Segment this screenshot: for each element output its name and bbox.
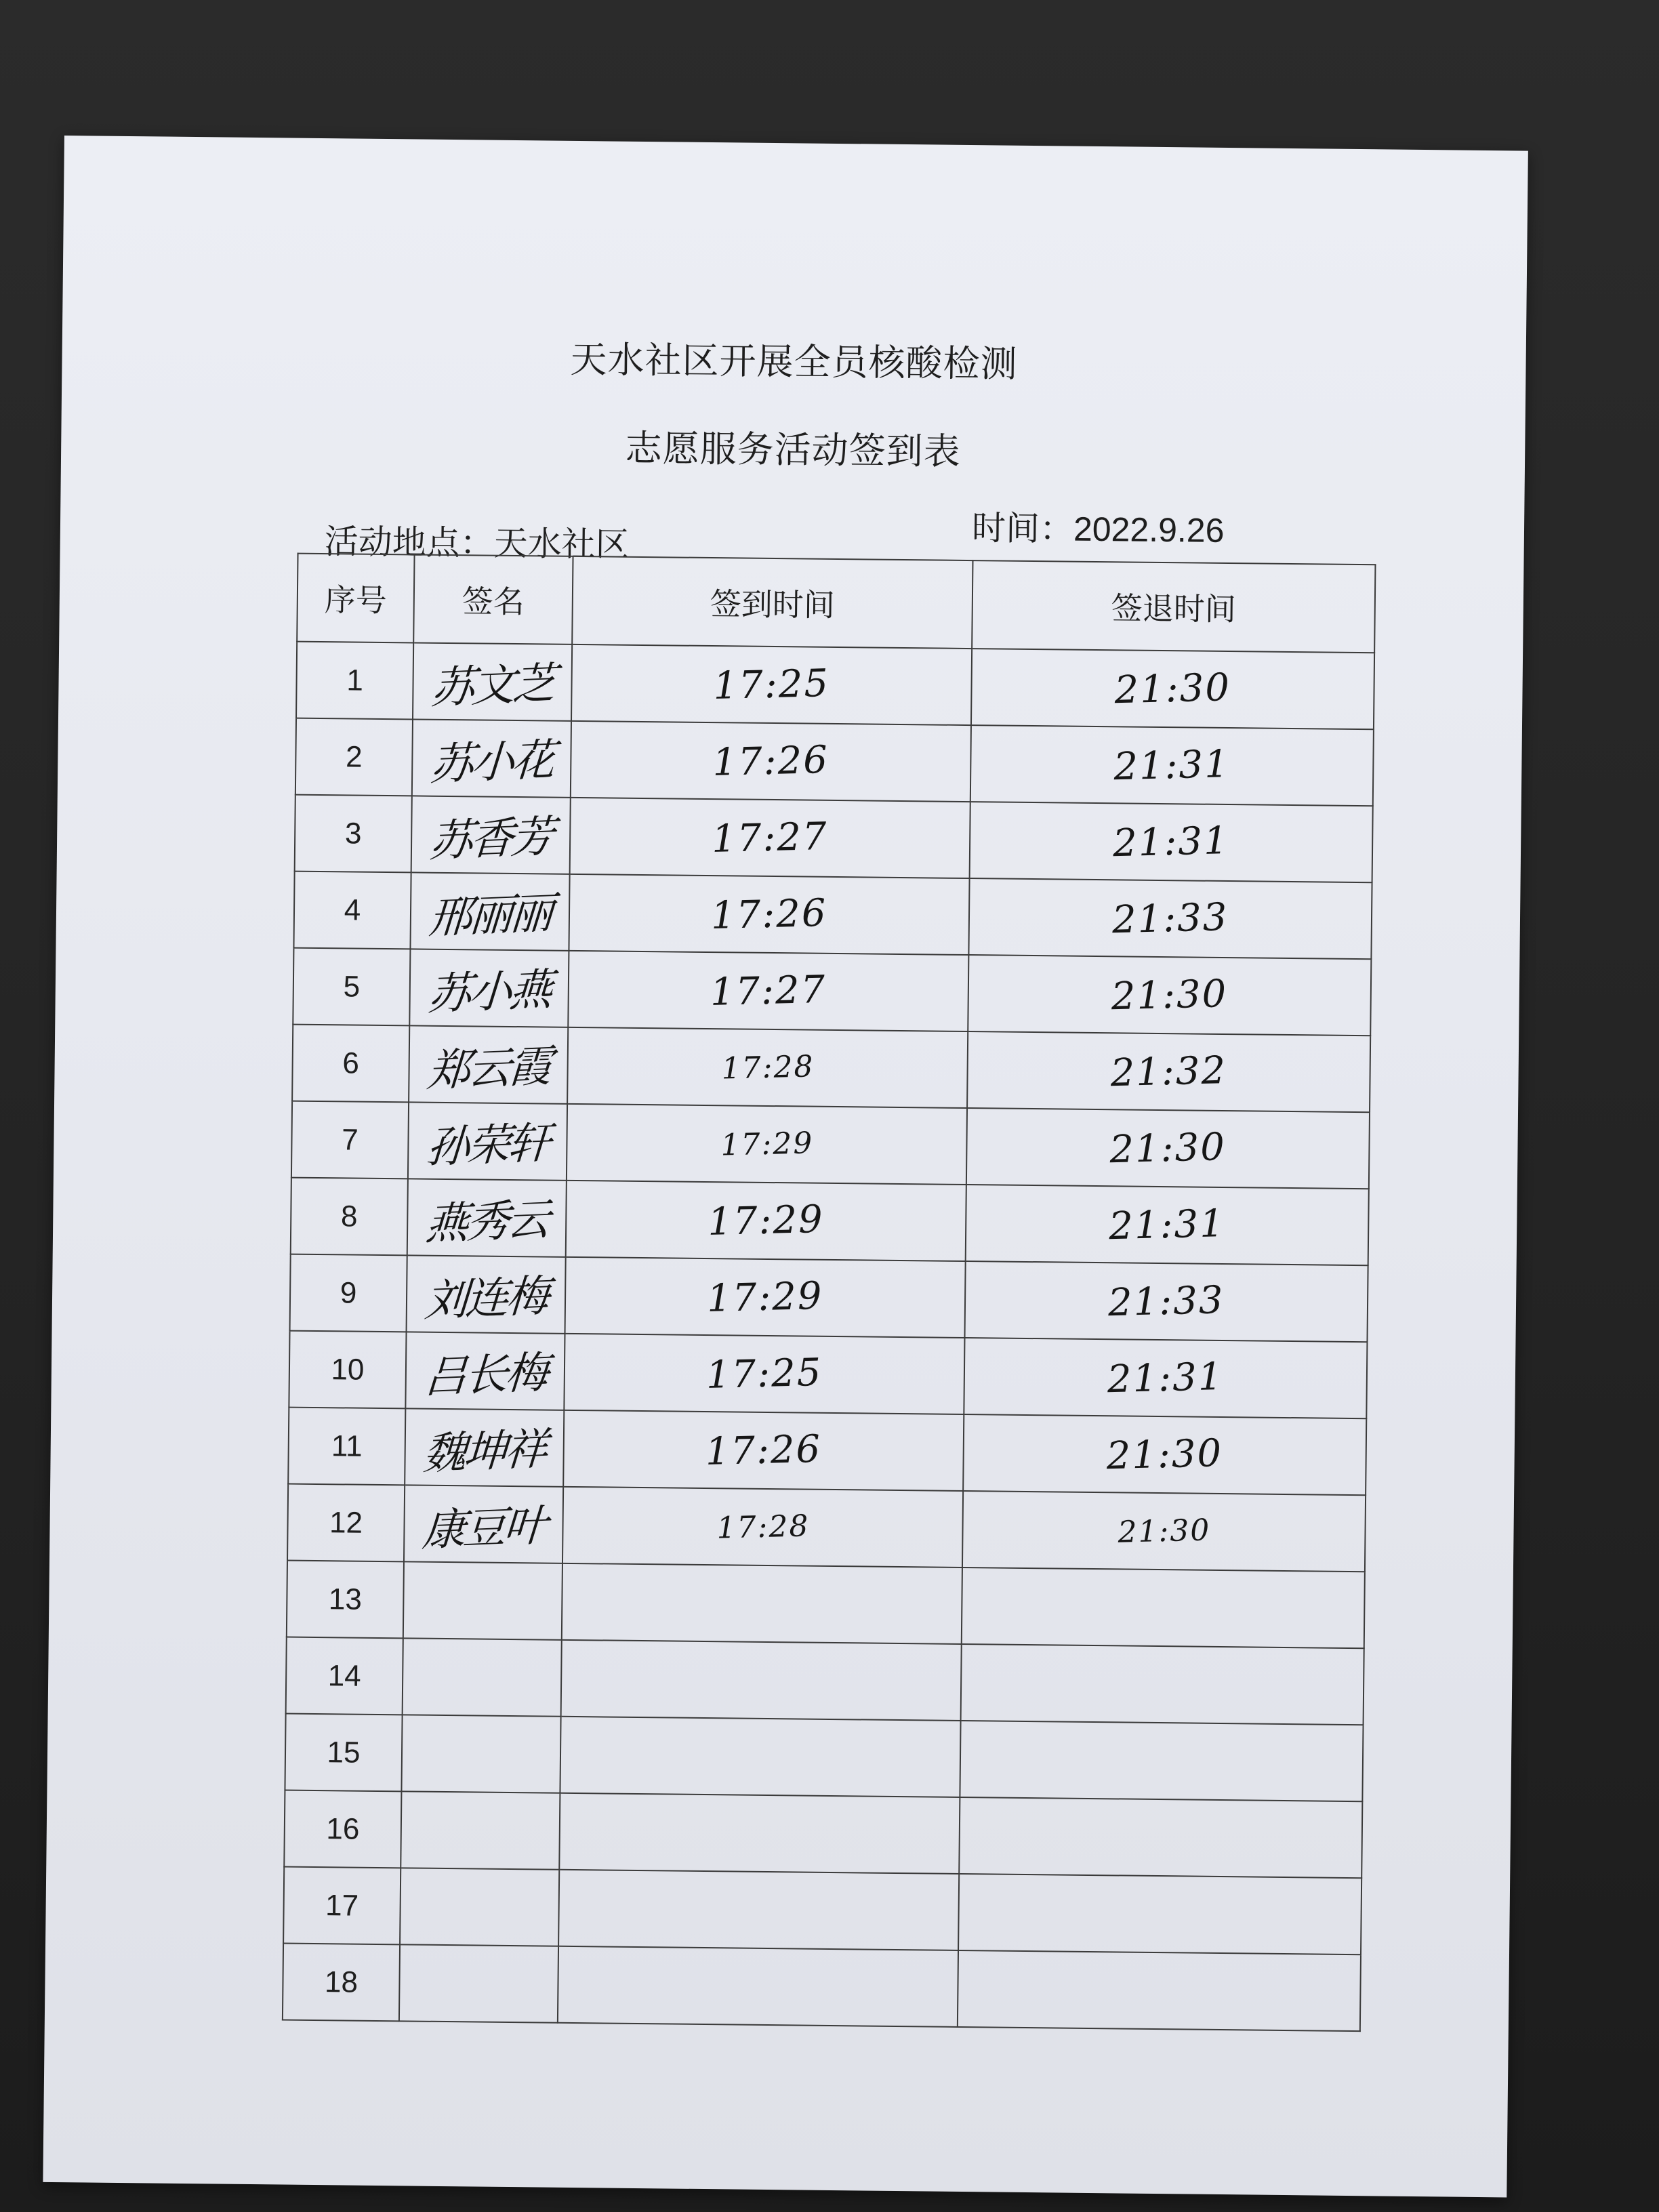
handwritten-signature: 康豆叶 [420,1500,546,1557]
row-number: 7 [291,1101,409,1179]
table-row [287,1484,1366,1572]
sign-out-time-cell [962,1568,1365,1648]
table-row [288,1408,1366,1496]
handwritten-sign-in-time: 17:27 [710,967,827,1015]
handwritten-sign-in-time: 17:26 [705,1427,823,1474]
handwritten-signature: 苏文芝 [429,658,555,714]
row-number: 12 [287,1484,405,1562]
sign-out-time-cell [968,955,1371,1036]
handwritten-sign-out-time: 21:31 [1107,1355,1225,1402]
handwritten-signature: 孙荣轩 [424,1118,550,1174]
handwritten-sign-in-time: 17:25 [713,661,831,709]
row-number: 9 [290,1254,407,1332]
signature-cell [403,1638,562,1716]
sign-out-time-cell [966,1185,1369,1265]
sign-in-sheet [43,136,1528,2197]
signature-cell [412,719,571,797]
table-row [295,795,1373,883]
sign-in-time-cell [567,1104,967,1185]
handwritten-sign-out-time: 21:30 [1111,972,1229,1019]
sign-in-time-cell [563,1410,964,1491]
handwritten-signature: 苏小燕 [426,964,552,1021]
table-row [293,948,1371,1036]
handwritten-signature: 邢丽丽 [427,888,552,944]
sign-in-time-cell [558,1946,958,2027]
handwritten-sign-out-time: 21:30 [1109,1125,1227,1172]
table-row [293,872,1372,960]
sign-out-time-cell [963,1414,1366,1495]
document-title: 天水社区开展全员核酸检测 [570,339,1018,385]
sign-out-time-cell [970,802,1373,882]
sign-in-time-cell [567,1027,968,1108]
signature-cell [409,1025,568,1103]
sign-out-time-cell [967,1031,1370,1112]
sign-out-time-cell [971,649,1374,729]
handwritten-sign-in-time: 17:28 [716,1509,810,1546]
handwritten-signature: 苏小花 [428,735,554,791]
row-number: 2 [295,718,413,796]
row-number: 18 [283,1944,400,2022]
handwritten-sign-out-time: 21:31 [1108,1202,1226,1249]
header-number: 序号 [297,554,414,643]
table-row [291,1101,1370,1189]
signature-cell [405,1332,565,1410]
table-row [291,1178,1369,1266]
table-row [296,642,1374,730]
row-number: 11 [288,1408,405,1486]
handwritten-sign-out-time: 21:32 [1110,1048,1228,1096]
table-row [286,1637,1364,1725]
row-number: 17 [283,1867,401,1945]
handwritten-sign-out-time: 21:30 [1117,1513,1211,1550]
signature-cell [411,796,571,874]
row-number: 16 [284,1790,401,1868]
row-number: 13 [287,1561,404,1639]
sign-in-time-cell [569,874,969,955]
header-signature: 签名 [413,554,573,644]
table-row [284,1790,1362,1879]
sign-in-time-cell [570,798,970,878]
sign-out-time-cell [961,1644,1364,1725]
document-subtitle: 志愿服务活动签到表 [625,428,961,472]
handwritten-sign-in-time: 17:26 [710,890,828,939]
signature-cell [413,642,572,720]
row-number: 3 [295,795,412,873]
signature-cell [405,1408,564,1486]
sign-out-time-cell [960,1721,1363,1801]
handwritten-signature: 魏坤祥 [422,1424,547,1480]
activity-location: 活动地点：天水社区 [324,523,630,564]
sign-in-time-cell [571,644,972,725]
table-row [287,1561,1365,1649]
row-number: 4 [293,872,411,949]
sign-in-time-cell [564,1334,964,1414]
row-number: 10 [289,1331,406,1409]
signature-cell [404,1485,563,1563]
sign-in-time-cell [565,1257,966,1338]
sign-out-time-cell [958,1950,1361,2031]
sign-out-time-cell [958,1874,1361,1954]
sign-in-time-cell [560,1717,960,1797]
activity-date: 时间：2022.9.26 [971,509,1225,550]
signature-cell [400,1868,559,1946]
handwritten-sign-in-time: 17:25 [705,1350,823,1398]
signature-cell [407,1255,566,1333]
sign-in-time-cell [566,1181,966,1261]
handwritten-sign-out-time: 21:33 [1107,1278,1225,1326]
table-body [283,642,1374,2032]
signature-cell [407,1179,567,1256]
sign-in-time-cell [558,1870,959,1950]
signature-cell [410,872,569,950]
row-number: 8 [291,1178,408,1256]
sign-out-time-cell [959,1797,1362,1878]
handwritten-signature: 刘连梅 [423,1271,549,1327]
sign-in-time-cell [562,1487,963,1568]
table-row [283,1867,1361,1955]
handwritten-sign-out-time: 21:30 [1106,1431,1224,1479]
handwritten-sign-in-time: 17:26 [712,737,830,785]
header-sign-out-time: 签退时间 [972,560,1375,653]
signature-cell [399,1944,558,2022]
signature-cell [408,1102,567,1180]
signature-cell [401,1791,560,1869]
table-row [292,1025,1370,1113]
sign-out-time-cell [968,878,1372,959]
handwritten-sign-out-time: 21:31 [1112,819,1230,866]
handwritten-sign-in-time: 17:29 [707,1197,825,1245]
handwritten-signature: 郑云霞 [426,1041,551,1097]
sign-in-time-cell [571,721,971,802]
row-number: 6 [292,1025,409,1103]
row-number: 15 [285,1714,402,1792]
handwritten-sign-out-time: 21:33 [1111,895,1229,943]
sign-out-time-cell [964,1261,1368,1342]
attendance-table [282,553,1376,2032]
signature-cell [409,949,569,1027]
table-row [289,1331,1367,1419]
row-number: 5 [293,948,410,1026]
sign-in-time-cell [559,1793,960,1874]
handwritten-sign-in-time: 17:29 [706,1273,824,1322]
table-row [283,1944,1361,2032]
sign-out-time-cell [962,1491,1366,1572]
signature-cell [403,1561,562,1639]
handwritten-sign-in-time: 17:27 [711,814,829,862]
row-number: 1 [296,642,413,720]
handwritten-signature: 吕长梅 [422,1347,548,1404]
handwritten-sign-in-time: 17:28 [720,1049,815,1086]
sign-out-time-cell [964,1338,1367,1418]
sign-in-time-cell [568,951,968,1031]
handwritten-signature: 苏香芳 [428,811,554,867]
handwritten-sign-out-time: 21:31 [1113,742,1231,790]
handwritten-sign-out-time: 21:30 [1114,665,1231,713]
handwritten-signature: 燕秀云 [424,1194,550,1250]
header-sign-in-time: 签到时间 [572,556,972,649]
table-row [285,1714,1363,1802]
sign-out-time-cell [966,1108,1370,1189]
sign-out-time-cell [970,725,1374,806]
sign-in-time-cell [561,1640,962,1721]
table-row [290,1254,1368,1343]
table-row [295,718,1374,806]
row-number: 14 [286,1637,403,1715]
table-header-row [297,554,1375,653]
signature-cell [401,1715,560,1793]
sign-in-time-cell [562,1563,962,1644]
handwritten-sign-in-time: 17:29 [720,1126,814,1163]
